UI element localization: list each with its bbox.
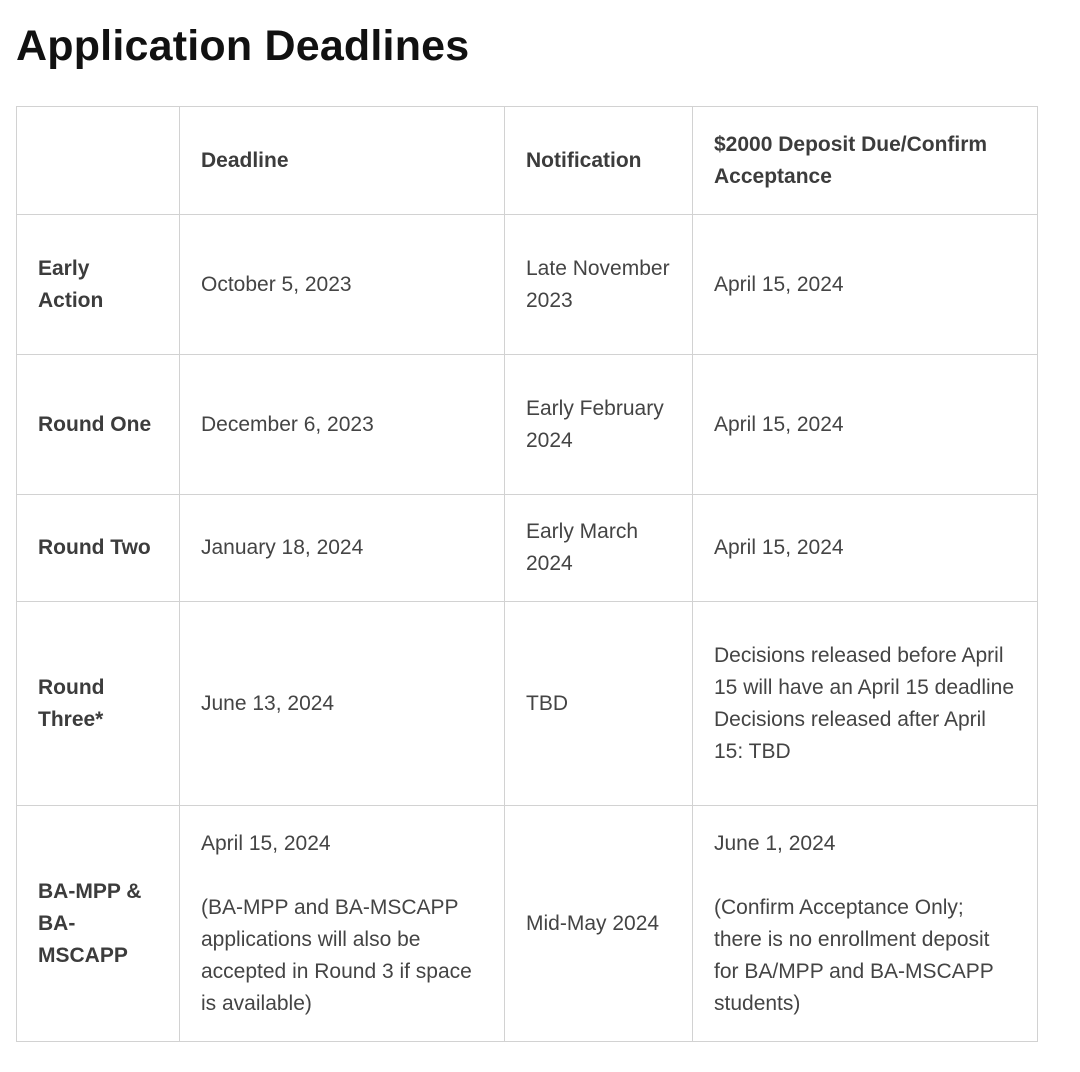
deposit-cell xyxy=(693,602,1038,806)
deadline-cell: December 6, 2023 xyxy=(180,355,505,495)
header-cell-deadline: Deadline xyxy=(180,107,505,215)
deadline-cell: June 13, 2024 xyxy=(180,602,505,806)
deadlines-table xyxy=(16,106,1038,1042)
deposit-cell: April 15, 2024 xyxy=(693,355,1038,495)
notification-cell: TBD xyxy=(505,602,693,806)
row-label: Early Action xyxy=(17,215,180,355)
notification-cell: Early March 2024 xyxy=(505,495,693,602)
table-row xyxy=(17,495,1038,602)
deposit-cell: April 15, 2024 xyxy=(693,215,1038,355)
header-cell-empty xyxy=(17,107,180,215)
table-header-row xyxy=(17,107,1038,215)
deadline-note: (BA-MPP and BA-MSCAPP applications will also be accepted in Round 3 if space is available) xyxy=(201,895,472,1015)
table-row xyxy=(17,602,1038,806)
table-row xyxy=(17,215,1038,355)
header-cell-deposit: $2000 Deposit Due/Confirm Acceptance xyxy=(693,107,1038,215)
deposit-note: (Confirm Acceptance Only; there is no enrollment deposit for BA/MPP and BA-MSCAPP students) xyxy=(714,895,994,1015)
deposit-text: Decisions released after April 15: TBD xyxy=(714,707,986,763)
row-label: Round Three* xyxy=(17,602,180,806)
deposit-text: June 1, 2024 xyxy=(714,831,836,855)
page-title: Application Deadlines xyxy=(16,22,470,70)
deadline-text: April 15, 2024 xyxy=(201,831,331,855)
row-label: Round Two xyxy=(17,495,180,602)
row-label: Round One xyxy=(17,355,180,495)
deadline-cell xyxy=(180,806,505,1042)
table-row xyxy=(17,355,1038,495)
notification-cell: Late November 2023 xyxy=(505,215,693,355)
notification-cell: Early February 2024 xyxy=(505,355,693,495)
row-label: BA-MPP & BA-MSCAPP xyxy=(17,806,180,1042)
notification-cell: Mid-May 2024 xyxy=(505,806,693,1042)
table-row xyxy=(17,806,1038,1042)
deposit-cell: April 15, 2024 xyxy=(693,495,1038,602)
deposit-text: Decisions released before April 15 will have an April 15 deadline xyxy=(714,643,1015,699)
header-cell-notification: Notification xyxy=(505,107,693,215)
deadline-cell: October 5, 2023 xyxy=(180,215,505,355)
deposit-cell xyxy=(693,806,1038,1042)
deadline-cell: January 18, 2024 xyxy=(180,495,505,602)
